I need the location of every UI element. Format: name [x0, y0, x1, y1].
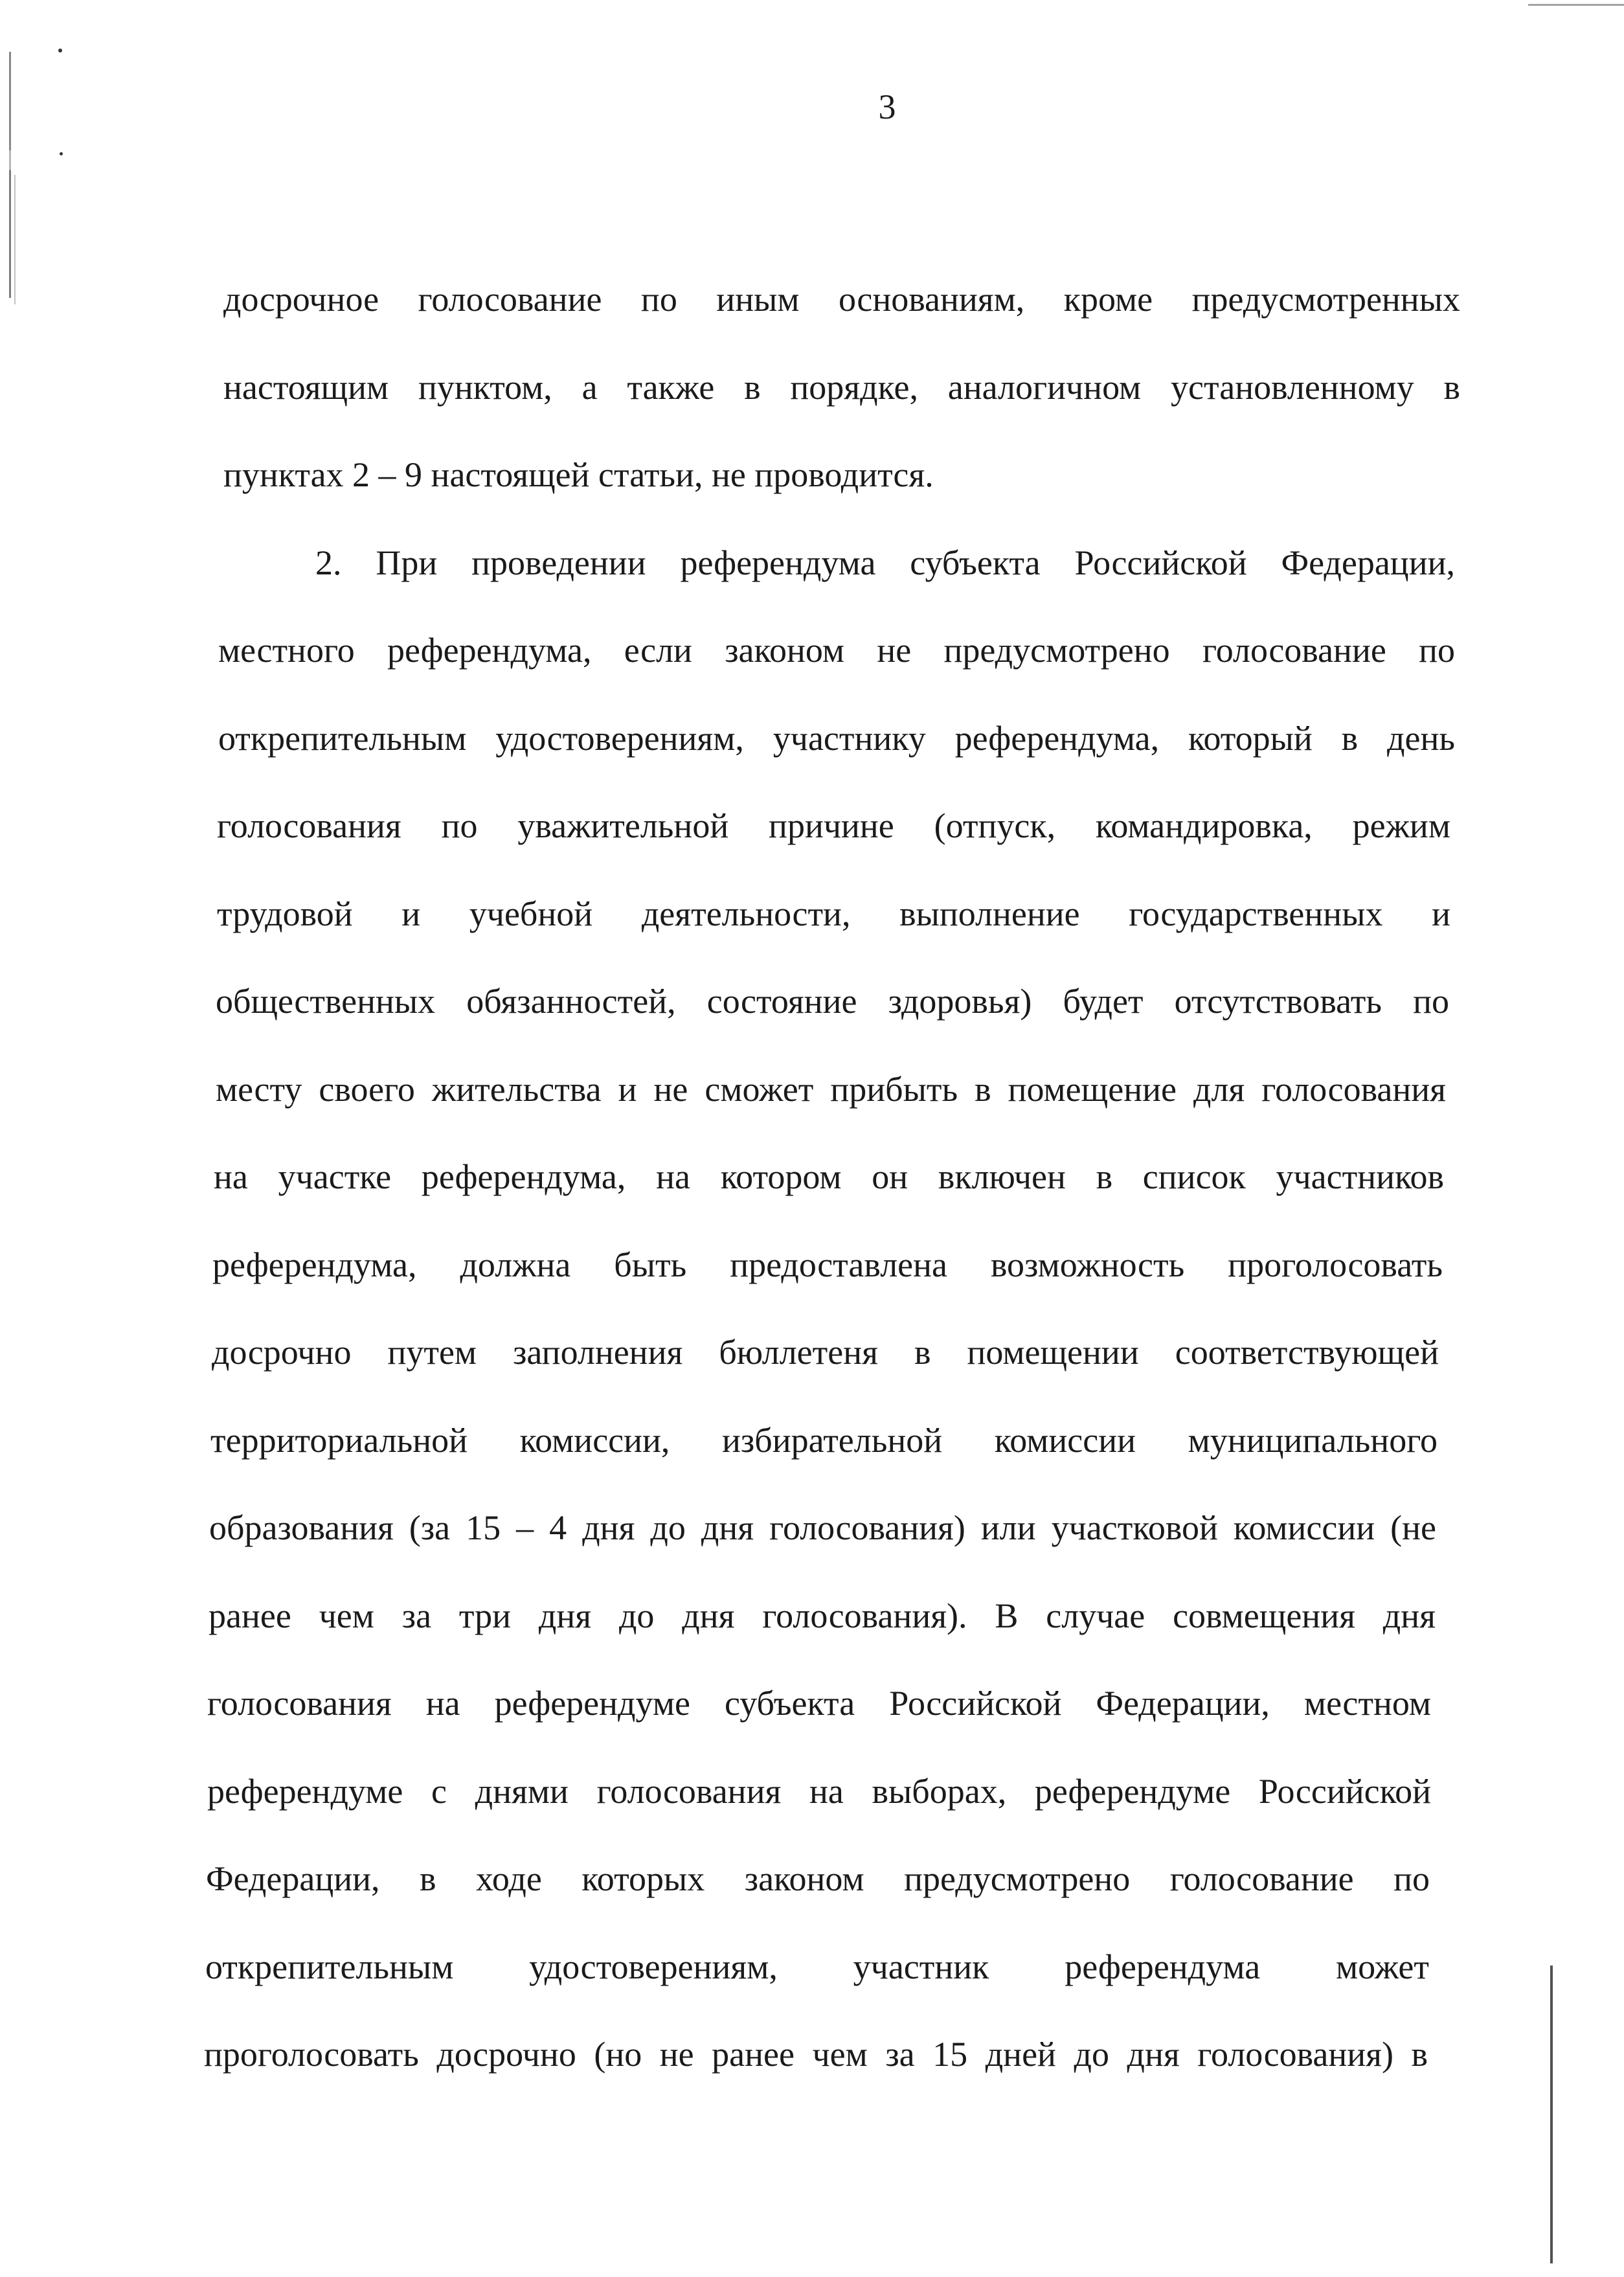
page-number: 3: [878, 87, 896, 126]
scan-artifact-right-edge: [1550, 1965, 1553, 2263]
text-line: местного референдума, если законом не предусмотрено голосование по: [218, 631, 1455, 670]
text-line: досрочное голосование по иным основаниям, кроме предусмотренных: [223, 280, 1460, 319]
scan-speck: [58, 49, 62, 52]
paragraph-start-line: 2. При проведении референдума субъекта Российской Федерации,: [315, 543, 1455, 582]
text-line: образования (за 15 – 4 дня до дня голосования) или участковой комиссии (не: [209, 1508, 1436, 1547]
scan-artifact-left-edge: [9, 52, 11, 298]
text-line: настоящим пунктом, а также в порядке, аналогичном установленному в: [223, 367, 1460, 407]
text-line: Федерации, в ходе которых законом предусмотрено голосование по: [206, 1859, 1430, 1898]
text-line: референдума, должна быть предоставлена возможность проголосовать: [212, 1245, 1443, 1284]
text-line: досрочно путем заполнения бюллетеня в помещении соответствующей: [212, 1333, 1439, 1372]
text-line: референдуме с днями голосования на выборах, референдуме Российской: [207, 1771, 1431, 1811]
text-line: пунктах 2 – 9 настоящей статьи, не проводится.: [223, 455, 934, 494]
text-line: территориальной комиссии, избирательной комиссии муниципального: [210, 1420, 1438, 1460]
text-line: на участке референдума, на котором он включен в список участников: [214, 1157, 1444, 1196]
scan-artifact-top: [1528, 4, 1624, 6]
text-line: трудовой и учебной деятельности, выполнение государственных и: [217, 894, 1450, 933]
text-line: ранее чем за три дня до дня голосования). В случае совмещения дня: [209, 1596, 1436, 1635]
text-line: месту своего жительства и не сможет прибыть в помещение для голосования: [216, 1069, 1446, 1109]
text-line: открепительным удостоверениям, участник референдума может: [205, 1947, 1429, 1986]
text-line: голосования по уважительной причине (отпуск, командировка, режим: [217, 806, 1450, 845]
scan-artifact-left-edge-2: [14, 175, 16, 304]
text-line: открепительным удостоверениям, участнику референдума, который в день: [218, 718, 1455, 758]
body-text: [204, 256, 1460, 2099]
text-line: голосования на референдуме субъекта Российской Федерации, местном: [207, 1684, 1431, 1723]
scan-speck: [60, 152, 63, 155]
text-line: общественных обязанностей, состояние здоровья) будет отсутствовать по: [216, 982, 1449, 1021]
text-line: проголосовать досрочно (но не ранее чем за 15 дней до дня голосования) в: [204, 2035, 1428, 2074]
